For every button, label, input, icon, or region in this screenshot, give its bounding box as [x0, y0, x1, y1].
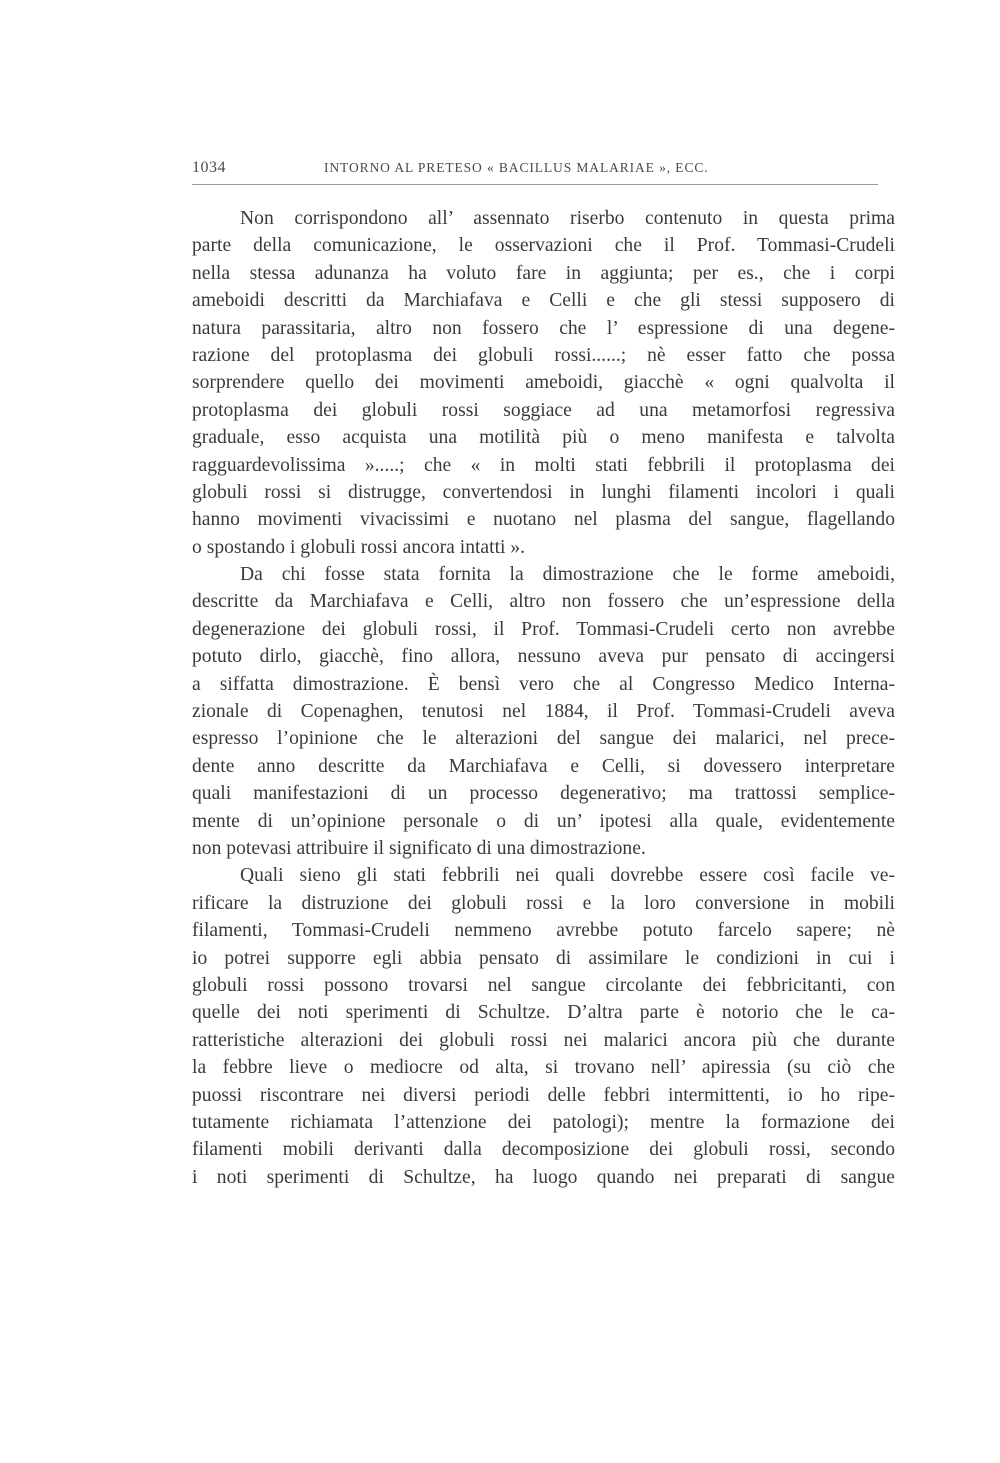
text-line: globuli rossi possono trovarsi nel sangue circolante dei febbricitanti, con — [192, 974, 895, 996]
text-line: parte della comunicazione, le osservazioni che il Prof. Tommasi-Crudeli — [192, 235, 895, 257]
page-header — [192, 159, 878, 181]
text-line: a siffatta dimostrazione. È bensì vero che al Congresso Medico Interna- — [192, 673, 895, 695]
text-line: non potevasi attribuire il significato di una dimostrazione. — [192, 837, 646, 859]
text-line: degenerazione dei globuli rossi, il Prof. Tommasi-Crudeli certo non avrebbe — [192, 618, 895, 640]
text-line: tutamente richiamata l’attenzione dei patologi); mentre la formazione dei — [192, 1111, 895, 1133]
text-line: Non corrispondono all’ assennato riserbo contenuto in questa prima — [240, 208, 895, 229]
text-line: Quali sieno gli stati febbrili nei quali dovrebbe essere così facile ve- — [240, 865, 895, 887]
text-line: rificare la distruzione dei globuli rossi e la loro conversione in mobili — [192, 892, 895, 914]
text-line: ameboidi descritti da Marchiafava e Celli e che gli stessi supposero di — [192, 290, 895, 312]
text-line: ratteristiche alterazioni dei globuli rossi nei malarici ancora più che durante — [192, 1029, 895, 1051]
text-line: ragguardevolissima ».....; che « in molti stati febbrili il protoplasma dei — [192, 454, 895, 476]
text-line: io potrei supporre egli abbia pensato di assimilare le condizioni in cui i — [192, 947, 895, 969]
header-rule — [192, 184, 878, 185]
text-line: o spostando i globuli rossi ancora intatti ». — [192, 536, 526, 558]
text-line: puossi riscontrare nei diversi periodi delle febbri intermittenti, io ho ripe- — [192, 1084, 895, 1106]
text-line: globuli rossi si distrugge, convertendosi in lunghi filamenti incolori i quali — [192, 481, 895, 503]
text-line: graduale, esso acquista una motilità più o meno manifesta e talvolta — [192, 427, 895, 449]
text-line: zionale di Copenaghen, tenutosi nel 1884, il Prof. Tommasi-Crudeli aveva — [192, 701, 895, 723]
text-line: potuto dirlo, giacchè, fino allora, nessuno aveva pur pensato di accingersi — [192, 646, 895, 668]
text-line: sorprendere quello dei movimenti ameboidi, giacchè « ogni qualvolta il — [192, 372, 895, 394]
text-line: filamenti, Tommasi-Crudeli nemmeno avrebbe potuto farcelo sapere; nè — [192, 920, 895, 942]
body-text — [192, 205, 895, 1191]
running-head: INTORNO AL PRETESO « BACILLUS MALARIAE », ECC. — [324, 160, 709, 175]
text-line: espresso l’opinione che le alterazioni del sangue dei malarici, nel prece- — [192, 728, 895, 750]
text-line: i noti sperimenti di Schultze, ha luogo quando nei preparati di sangue — [192, 1166, 895, 1188]
text-line: quali manifestazioni di un processo degenerativo; ma trattossi semplice- — [192, 783, 895, 805]
text-line: hanno movimenti vivacissimi e nuotano nel plasma del sangue, flagellando — [192, 509, 895, 531]
text-line: Da chi fosse stata fornita la dimostrazione che le forme ameboidi, — [240, 564, 895, 586]
text-line: nella stessa adunanza ha voluto fare in aggiunta; per es., che i corpi — [192, 262, 895, 284]
text-line: quelle dei noti sperimenti di Schultze. D’altra parte è notorio che le ca- — [192, 1002, 895, 1024]
text-line: descritte da Marchiafava e Celli, altro non fossero che un’espressione della — [192, 591, 895, 613]
page-number: 1034 — [192, 159, 226, 176]
text-line: filamenti mobili derivanti dalla decomposizione dei globuli rossi, secondo — [192, 1139, 895, 1161]
text-line: mente di un’opinione personale o di un’ ipotesi alla quale, evidentemente — [192, 810, 895, 832]
text-line: protoplasma dei globuli rossi soggiace ad una metamorfosi regressiva — [192, 399, 895, 421]
text-line: razione del protoplasma dei globuli rossi......; nè esser fatto che possa — [192, 344, 895, 366]
text-line: dente anno descritte da Marchiafava e Celli, si dovessero interpretare — [192, 755, 895, 777]
text-line: natura parassitaria, altro non fossero che l’ espressione di una degene- — [192, 317, 895, 339]
text-line: la febbre lieve o mediocre od alta, si trovano nell’ apiressia (su ciò che — [192, 1057, 895, 1079]
